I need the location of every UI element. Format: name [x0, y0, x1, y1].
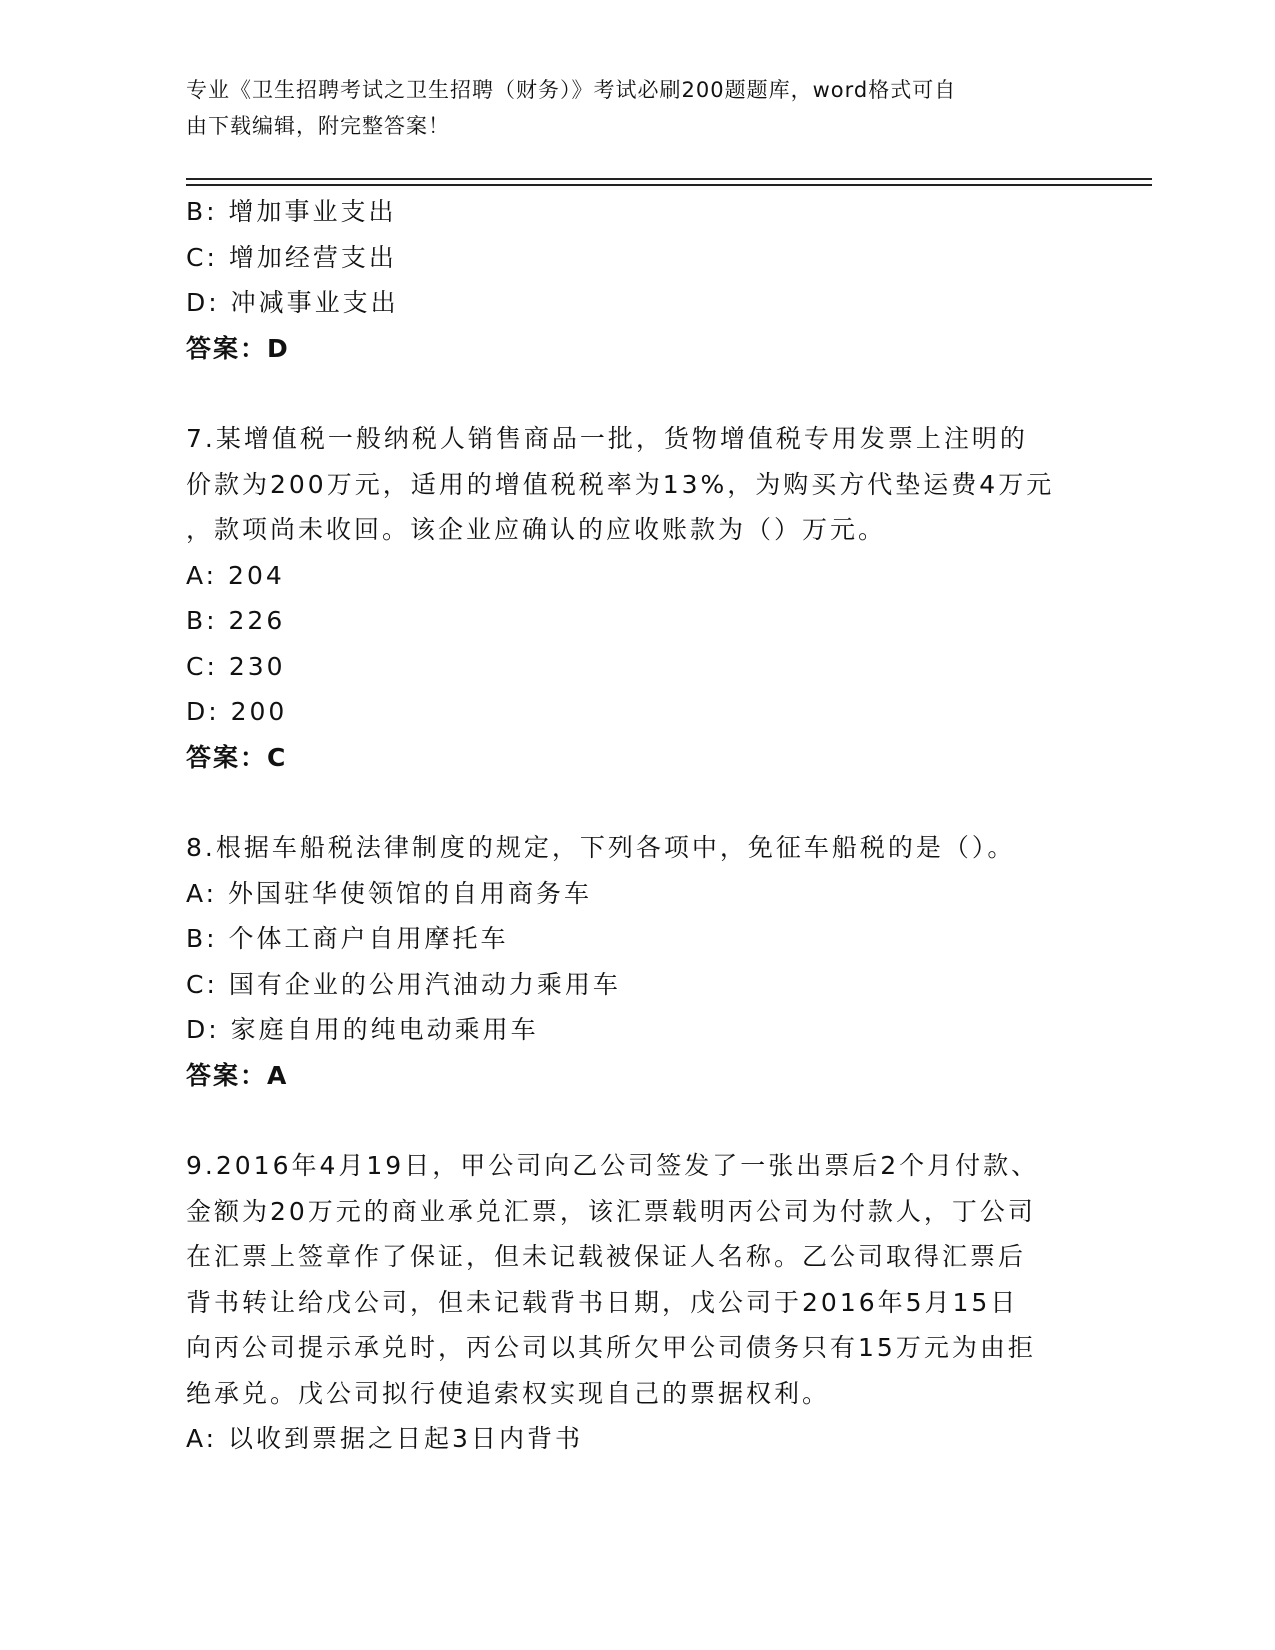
- question-content: [186, 189, 1096, 1462]
- header-line-1: 专业《卫生招聘考试之卫生招聘（财务）》考试必刷200题题库，word格式可自: [186, 78, 957, 102]
- option-a: A: 以收到票据之日起3日内背书: [186, 1424, 583, 1453]
- header-line-2: 由下载编辑，附完整答案！: [186, 114, 450, 138]
- page-header: [186, 72, 1066, 144]
- stem-line: 9.2016年4月19日，甲公司向乙公司签发了一张出票后2个月付款、: [186, 1151, 1040, 1180]
- spacer: [186, 371, 1096, 416]
- option-d: D: 200: [186, 697, 288, 726]
- spacer: [186, 780, 1096, 825]
- stem-line: 7.某增值税一般纳税人销售商品一批，货物增值税专用发票上注明的: [186, 424, 1028, 453]
- stem-line: 价款为200万元，适用的增值税税率为13%，为购买方代垫运费4万元: [186, 469, 1055, 499]
- question-7: [186, 416, 1096, 780]
- stem-line: 8.根据车船税法律制度的规定，下列各项中，免征车船税的是（）。: [186, 833, 1016, 862]
- option-a: A: 外国驻华使领馆的自用商务车: [186, 878, 593, 908]
- question-stem: [186, 416, 1096, 553]
- question-stem: [186, 825, 1096, 871]
- stem-line: 在汇票上签章作了保证，但未记载被保证人名称。乙公司取得汇票后: [186, 1242, 1027, 1271]
- answer-line: 答案：D: [186, 333, 290, 363]
- option-c: C: 230: [186, 651, 286, 681]
- stem-line: ，款项尚未收回。该企业应确认的应收账款为（）万元。: [186, 515, 887, 544]
- option-b: B: 226: [186, 606, 286, 635]
- header-divider-bottom: [186, 184, 1152, 186]
- option-c: C: 国有企业的公用汽油动力乘用车: [186, 969, 621, 999]
- question-9: [186, 1143, 1096, 1462]
- option-d: D: 冲减事业支出: [186, 288, 399, 317]
- stem-line: 背书转让给戊公司，但未记载背书日期，戊公司于2016年5月15日: [186, 1287, 1019, 1317]
- answer-line: 答案：A: [186, 1060, 289, 1090]
- question-8: [186, 825, 1096, 1098]
- option-a: A: 204: [186, 560, 285, 590]
- header-divider-top: [186, 178, 1152, 180]
- spacer: [186, 1098, 1096, 1143]
- option-c: C: 增加经营支出: [186, 242, 397, 272]
- option-b: B: 个体工商户自用摩托车: [186, 924, 509, 953]
- answer-line: 答案：C: [186, 742, 288, 772]
- question-stem: [186, 1143, 1096, 1416]
- stem-line: 向丙公司提示承兑时，丙公司以其所欠甲公司债务只有15万元为由拒: [186, 1333, 1036, 1362]
- option-d: D: 家庭自用的纯电动乘用车: [186, 1015, 539, 1044]
- question-6: [186, 189, 1096, 371]
- stem-line: 绝承兑。戊公司拟行使追索权实现自己的票据权利。: [186, 1378, 831, 1408]
- stem-line: 金额为20万元的商业承兑汇票，该汇票载明丙公司为付款人，丁公司: [186, 1196, 1036, 1226]
- option-b: B: 增加事业支出: [186, 197, 397, 226]
